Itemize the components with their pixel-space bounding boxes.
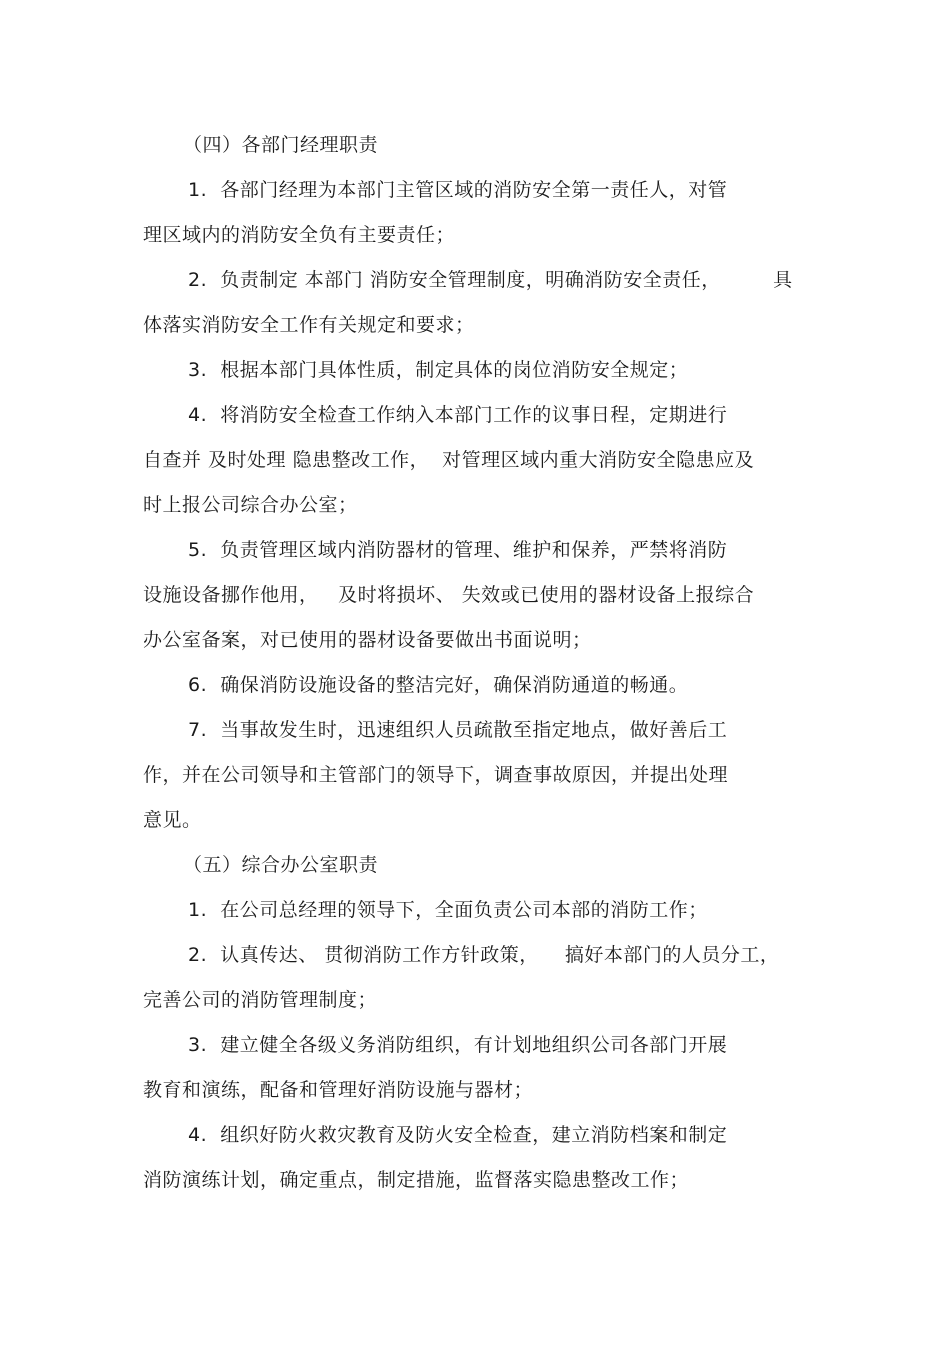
paragraph-line: 体落实消防安全工作有关规定和要求； <box>143 314 475 336</box>
paragraph-line: 作，并在公司领导和主管部门的领导下，调查事故原因，并提出处理 <box>143 764 729 786</box>
paragraph-line: 2. 认真传达、 贯彻消防工作方针政策， 搞好本部门的人员分工， <box>188 944 780 966</box>
paragraph-line: 4. 将消防安全检查工作纳入本部门工作的议事日程，定期进行 <box>188 404 728 426</box>
paragraph-line: 完善公司的消防管理制度； <box>143 989 378 1011</box>
paragraph-line: 消防演练计划，确定重点，制定措施，监督落实隐患整改工作； <box>143 1169 690 1191</box>
section-heading-4: （四）各部门经理职责 <box>183 134 379 156</box>
paragraph-line: 4. 组织好防火救灾教育及防火安全检查，建立消防档案和制定 <box>188 1124 728 1146</box>
paragraph-line: 时上报公司综合办公室； <box>143 494 358 516</box>
paragraph-line: 理区域内的消防安全负有主要责任； <box>143 224 456 246</box>
section-heading-5: （五）综合办公室职责 <box>183 854 379 876</box>
paragraph-line: 设施设备挪作他用， 及时将损坏、 失效或已使用的器材设备上报综合 <box>143 584 755 606</box>
paragraph-line: 3. 根据本部门具体性质，制定具体的岗位消防安全规定； <box>188 359 689 381</box>
paragraph-line: 自查并 及时处理 隐患整改工作， 对管理区域内重大消防安全隐患应及 <box>143 449 755 471</box>
paragraph-line: 2. 负责制定 本部门 消防安全管理制度，明确消防安全责任， 具 <box>188 269 793 291</box>
paragraph-line: 意见。 <box>143 809 202 831</box>
paragraph-line: 办公室备案，对已使用的器材设备要做出书面说明； <box>143 629 592 651</box>
paragraph-line: 7. 当事故发生时，迅速组织人员疏散至指定地点，做好善后工 <box>188 719 728 741</box>
paragraph-line: 1. 各部门经理为本部门主管区域的消防安全第一责任人，对管 <box>188 179 728 201</box>
paragraph-line: 5. 负责管理区域内消防器材的管理、维护和保养，严禁将消防 <box>188 539 728 561</box>
paragraph-line: 1. 在公司总经理的领导下，全面负责公司本部的消防工作； <box>188 899 708 921</box>
paragraph-line: 3. 建立健全各级义务消防组织，有计划地组织公司各部门开展 <box>188 1034 728 1056</box>
paragraph-line: 教育和演练，配备和管理好消防设施与器材； <box>143 1079 534 1101</box>
paragraph-line: 6. 确保消防设施设备的整洁完好，确保消防通道的畅通。 <box>188 674 689 696</box>
